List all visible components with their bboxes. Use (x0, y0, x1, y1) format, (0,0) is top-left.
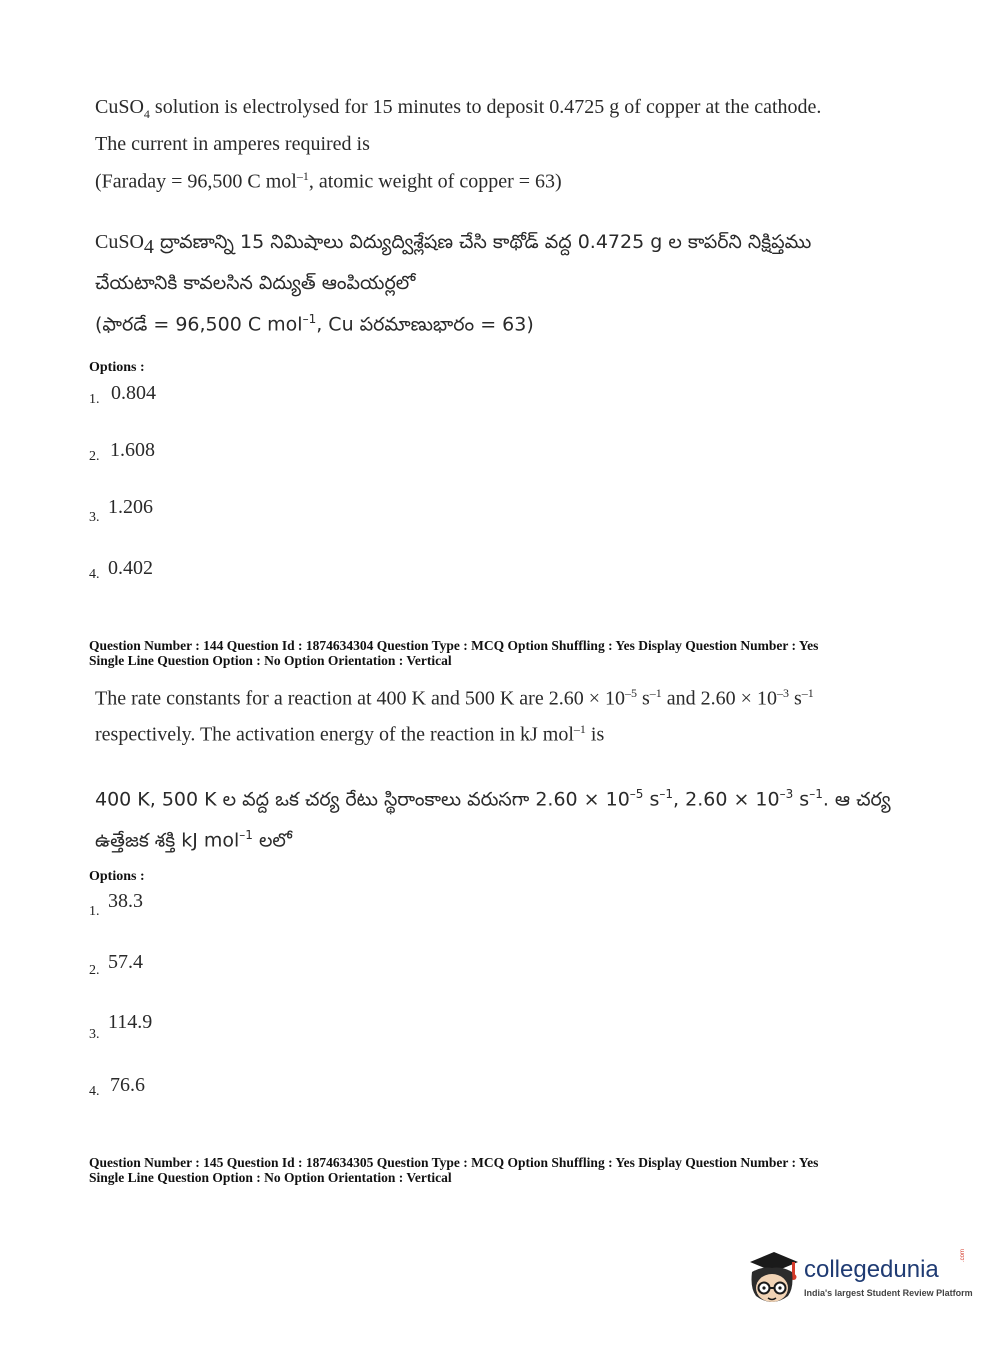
q144-te-line2: ఉత్తేజక శక్తి kJ mol (95, 829, 240, 852)
superscript: –1 (239, 828, 253, 843)
superscript: –1 (573, 721, 586, 736)
q145-meta-line2: Single Line Question Option : No Option Orientation : Vertical (89, 1170, 452, 1185)
mascot-icon (742, 1250, 802, 1310)
q144-english-text (95, 678, 814, 749)
option-number: 1. (89, 904, 100, 919)
q143-en-line1-rest: solution is electrolysed for 15 minutes to deposit 0.4725 g of copper at the cathode. (149, 96, 822, 118)
option-number: 4. (89, 1084, 100, 1099)
q144-telugu-text (95, 776, 891, 859)
option-value: 0.804 (111, 382, 156, 404)
q143-en-line2: The current in amperes required is (95, 133, 370, 155)
collegedunia-logo[interactable] (742, 1250, 972, 1310)
text: and 2.60 × 10 (661, 687, 777, 710)
q143-telugu-text (95, 224, 811, 342)
option-number: 3. (89, 510, 100, 525)
q145-meta-line1: Question Number : 145 Question Id : 1874634305 Question Type : MCQ Option Shuffling : Yes Display Question Number : Yes (89, 1155, 819, 1170)
q144-options-label: Options : (89, 869, 145, 884)
text: లలో (252, 829, 292, 852)
q144-meta-line2: Single Line Question Option : No Option Orientation : Vertical (89, 653, 452, 668)
superscript: –1 (659, 787, 674, 801)
q143-en-line3: (Faraday = 96,500 C mol (95, 170, 297, 193)
q143-te-line3-rest: , Cu పరమాణుభారం = 63) (316, 313, 534, 336)
q143-te-line1-rest: ద్రావణాన్ని 15 నిమిషాలు విద్యుద్విశ్లేషణ చేసి కాథోడ్ వద్ద 0.4725 g ల కాపర్‌ని నిక్షిప్తము (153, 231, 812, 253)
option-value: 114.9 (108, 1011, 153, 1033)
text: s (788, 687, 802, 710)
text: . ఆ చర్య (822, 788, 891, 811)
subscript: 4 (143, 107, 150, 121)
option-number: 3. (89, 1027, 100, 1042)
q143-english-text (95, 92, 821, 197)
option-number: 2. (89, 449, 100, 464)
option-number: 4. (89, 567, 100, 582)
superscript: –1 (801, 686, 814, 700)
option-value: 1.608 (110, 439, 155, 461)
logo-tagline: India's largest Student Review Platform (804, 1288, 973, 1298)
superscript: –3 (776, 686, 789, 700)
q144-en-line1: The rate constants for a reaction at 400 K and 500 K are 2.60 × 10 (95, 687, 625, 710)
superscript: –5 (629, 787, 644, 801)
option-value: 1.206 (108, 496, 153, 518)
text: s (637, 687, 650, 710)
superscript: –1 (809, 787, 823, 801)
option-number: 2. (89, 963, 100, 978)
subscript: 4 (143, 235, 154, 258)
option-value: 76.6 (110, 1074, 145, 1096)
option-value: 38.3 (108, 890, 143, 912)
q144-en-line2: respectively. The activation energy of the reaction in kJ mol (95, 723, 574, 746)
text: s (643, 788, 660, 811)
text: , 2.60 × 10 (673, 788, 780, 811)
q144-te-line1: 400 K, 500 K ల వద్ద ఒక చర్య రేటు స్థిరాంకాలు వరుసగా 2.60 × 10 (95, 788, 630, 811)
superscript: –3 (779, 787, 794, 801)
superscript: –1 (302, 311, 317, 326)
q143-te-line1: CuSO (95, 231, 144, 253)
text: is (585, 723, 605, 746)
logo-wordmark: collegedunia (804, 1256, 939, 1283)
option-value: 57.4 (108, 951, 143, 973)
q144-meta (89, 638, 818, 668)
option-value: 0.402 (108, 557, 153, 579)
q143-options-label: Options : (89, 360, 145, 375)
superscript: –5 (625, 686, 637, 700)
option-number: 1. (89, 392, 100, 407)
q143-te-line3: (ఫారడే = 96,500 C mol (95, 313, 303, 336)
superscript: –1 (649, 686, 662, 700)
q143-en-line3-rest: , atomic weight of copper = 63) (308, 170, 562, 193)
logo-domain-suffix: .com (960, 1248, 966, 1262)
text: s (793, 788, 810, 811)
q144-meta-line1: Question Number : 144 Question Id : 1874634304 Question Type : MCQ Option Shuffling : Yes Display Question Number : Yes (89, 638, 819, 653)
q143-en-line1: CuSO (95, 96, 144, 118)
q143-te-line2: చేయటానికి కావలసిన విద్యుత్ ఆంపియర్లలో (95, 271, 416, 294)
superscript: –1 (296, 169, 309, 183)
q145-meta (89, 1155, 818, 1185)
